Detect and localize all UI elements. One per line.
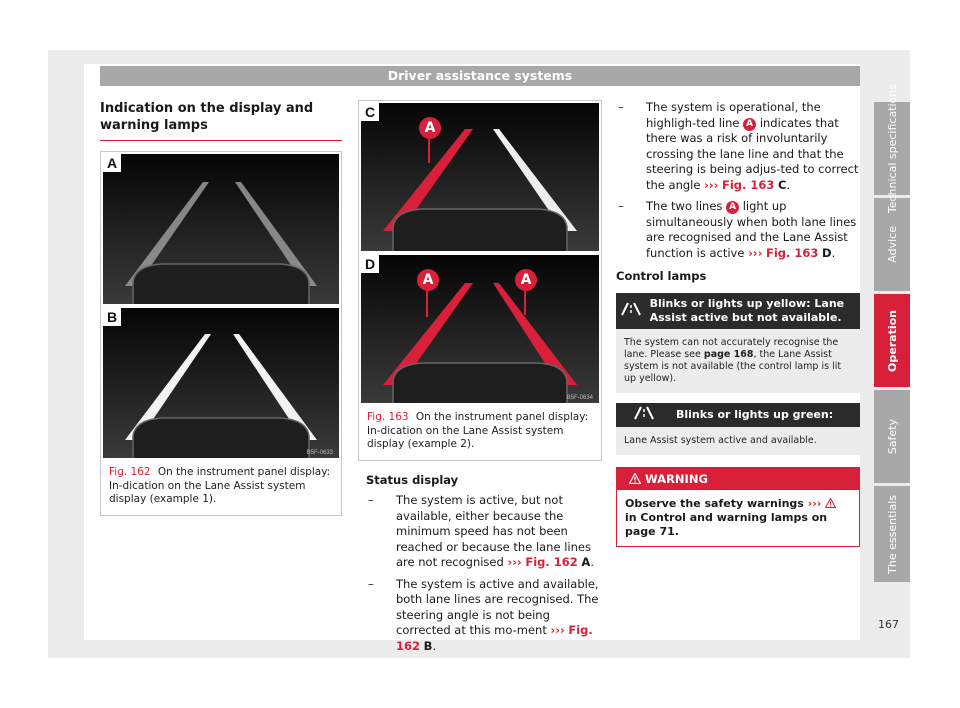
column-3 (616, 100, 860, 547)
item-text: The system is operational, the highligh-ted line (646, 100, 821, 130)
panel-letter-b: B (103, 308, 121, 326)
tab-label: Technical specifications (885, 83, 899, 214)
figure-code: B5F-0634 (566, 395, 593, 401)
panel-letter-d: D (361, 255, 379, 273)
column-2 (358, 100, 602, 660)
end-punct: . (786, 177, 791, 192)
page-number: 167 (878, 618, 899, 631)
tab-label: Safety (885, 418, 899, 455)
chapter-tabs (874, 83, 910, 585)
control-lamp-table (616, 293, 860, 455)
warning-triangle-icon (629, 473, 641, 484)
warning-link[interactable]: in Control and warning lamps on page 71. (625, 510, 828, 538)
tab-operation[interactable] (874, 294, 910, 387)
desc-text: , the Lane Assist system is not available (the control lamp is lit up yellow). (624, 348, 842, 384)
warning-box (616, 467, 860, 547)
callout-a: A (417, 269, 439, 291)
lamp-row-green (616, 403, 860, 427)
chapter-header: Driver assistance systems (100, 66, 860, 86)
figure-163-image (361, 103, 599, 403)
panel-letter-c: C (361, 103, 379, 121)
warning-text-pre: Observe the safety warnings (625, 496, 804, 510)
item-text: light up simultaneously when both lane lines are recognised and the Lane Assist function is active (646, 199, 857, 260)
warning-triangle-icon (825, 498, 836, 508)
item-text: indicates that there was a risk of involuntarily crossing the lane line and that the steering is being adjus-ted to correct the angle (646, 115, 859, 192)
lamp-description (616, 427, 860, 455)
title-divider (100, 140, 342, 141)
status-section (358, 473, 602, 655)
end-punct: . (831, 245, 836, 260)
lane-assist-yellow-icon (616, 302, 646, 320)
arrow-ref: ››› (507, 555, 522, 569)
figure-link[interactable]: Fig. 162 (396, 623, 593, 653)
warning-header (617, 468, 859, 490)
tab-the-essentials[interactable] (874, 486, 910, 582)
lamp-description (616, 329, 860, 393)
ref-letter: C (778, 177, 787, 192)
figure-163 (358, 100, 602, 461)
ref-letter: D (822, 245, 832, 260)
tab-label: Operation (885, 309, 899, 372)
caption-text: On the instrument panel display: In-dication on the Lane Assist system display (example 2). (367, 411, 589, 450)
figure-label: Fig. 162 (109, 466, 151, 478)
lamp-row-yellow (616, 293, 860, 329)
callout-a-inline: A (743, 118, 756, 131)
dash: – (368, 493, 374, 507)
warning-text (617, 490, 859, 546)
item-text: The two lines (646, 199, 723, 213)
dash: – (618, 100, 624, 114)
list-item (616, 199, 860, 261)
tab-label: The essentials (885, 494, 899, 574)
section-title: Indication on the display and warning lamps (100, 101, 314, 133)
end-punct: . (590, 555, 594, 569)
page-link[interactable]: page 168 (703, 348, 754, 360)
arrow-ref: ››› (748, 245, 763, 260)
callout-a-inline: A (726, 201, 739, 214)
lamp-label: Blinks or lights up yellow: Lane Assist active but not available. (649, 296, 845, 324)
caption-text: On the instrument panel display: In-dication on the Lane Assist system display (example 1). (109, 466, 331, 505)
list-item (366, 577, 602, 655)
panel-letter-a: A (103, 154, 121, 172)
warning-title: WARNING (645, 471, 708, 486)
tab-technical-specifications[interactable] (874, 83, 910, 214)
arrow-ref: ››› (550, 623, 565, 637)
status-continued (616, 100, 860, 285)
figure-162-caption (103, 458, 339, 513)
desc-text: The system can not accurately recognise the lane. Please see (624, 336, 839, 360)
figure-link[interactable]: Fig. 162 (525, 555, 578, 569)
lane-assist-green-icon (616, 406, 672, 424)
control-lamps-heading: Control lamps (616, 269, 707, 283)
figure-label: Fig. 163 (367, 411, 409, 423)
column-1 (100, 100, 342, 516)
figure-162 (100, 151, 342, 516)
tab-label: Advice (885, 226, 899, 263)
arrow-ref: ››› (807, 496, 822, 510)
tab-safety[interactable] (874, 390, 910, 483)
end-punct: . (432, 638, 437, 653)
lamp-label: Blinks or lights up green: (676, 407, 834, 421)
figure-code: B5F-0633 (306, 450, 333, 456)
callout-a: A (515, 269, 537, 291)
figure-link[interactable]: Fig. 163 (765, 245, 819, 260)
dash: – (368, 576, 374, 591)
callout-a: A (419, 117, 441, 139)
list-item (366, 493, 602, 571)
ref-letter: A (581, 555, 591, 569)
figure-link[interactable]: Fig. 163 (721, 177, 775, 192)
status-heading: Status display (366, 472, 459, 487)
figure-162-image (103, 154, 339, 458)
item-text: The system is active, but not available, either because the minimum speed has not been reached or because the lane lines are not recognised (396, 493, 591, 569)
dash: – (618, 199, 624, 213)
desc-text: Lane Assist system active and available. (624, 434, 817, 446)
list-item (616, 100, 860, 193)
item-text: The system is active and available, both lane lines are recognised. The steering angle is not being corrected at this mo-ment (396, 576, 599, 637)
ref-letter: B (423, 638, 433, 653)
figure-163-caption (361, 403, 599, 458)
arrow-ref: ››› (704, 177, 719, 192)
